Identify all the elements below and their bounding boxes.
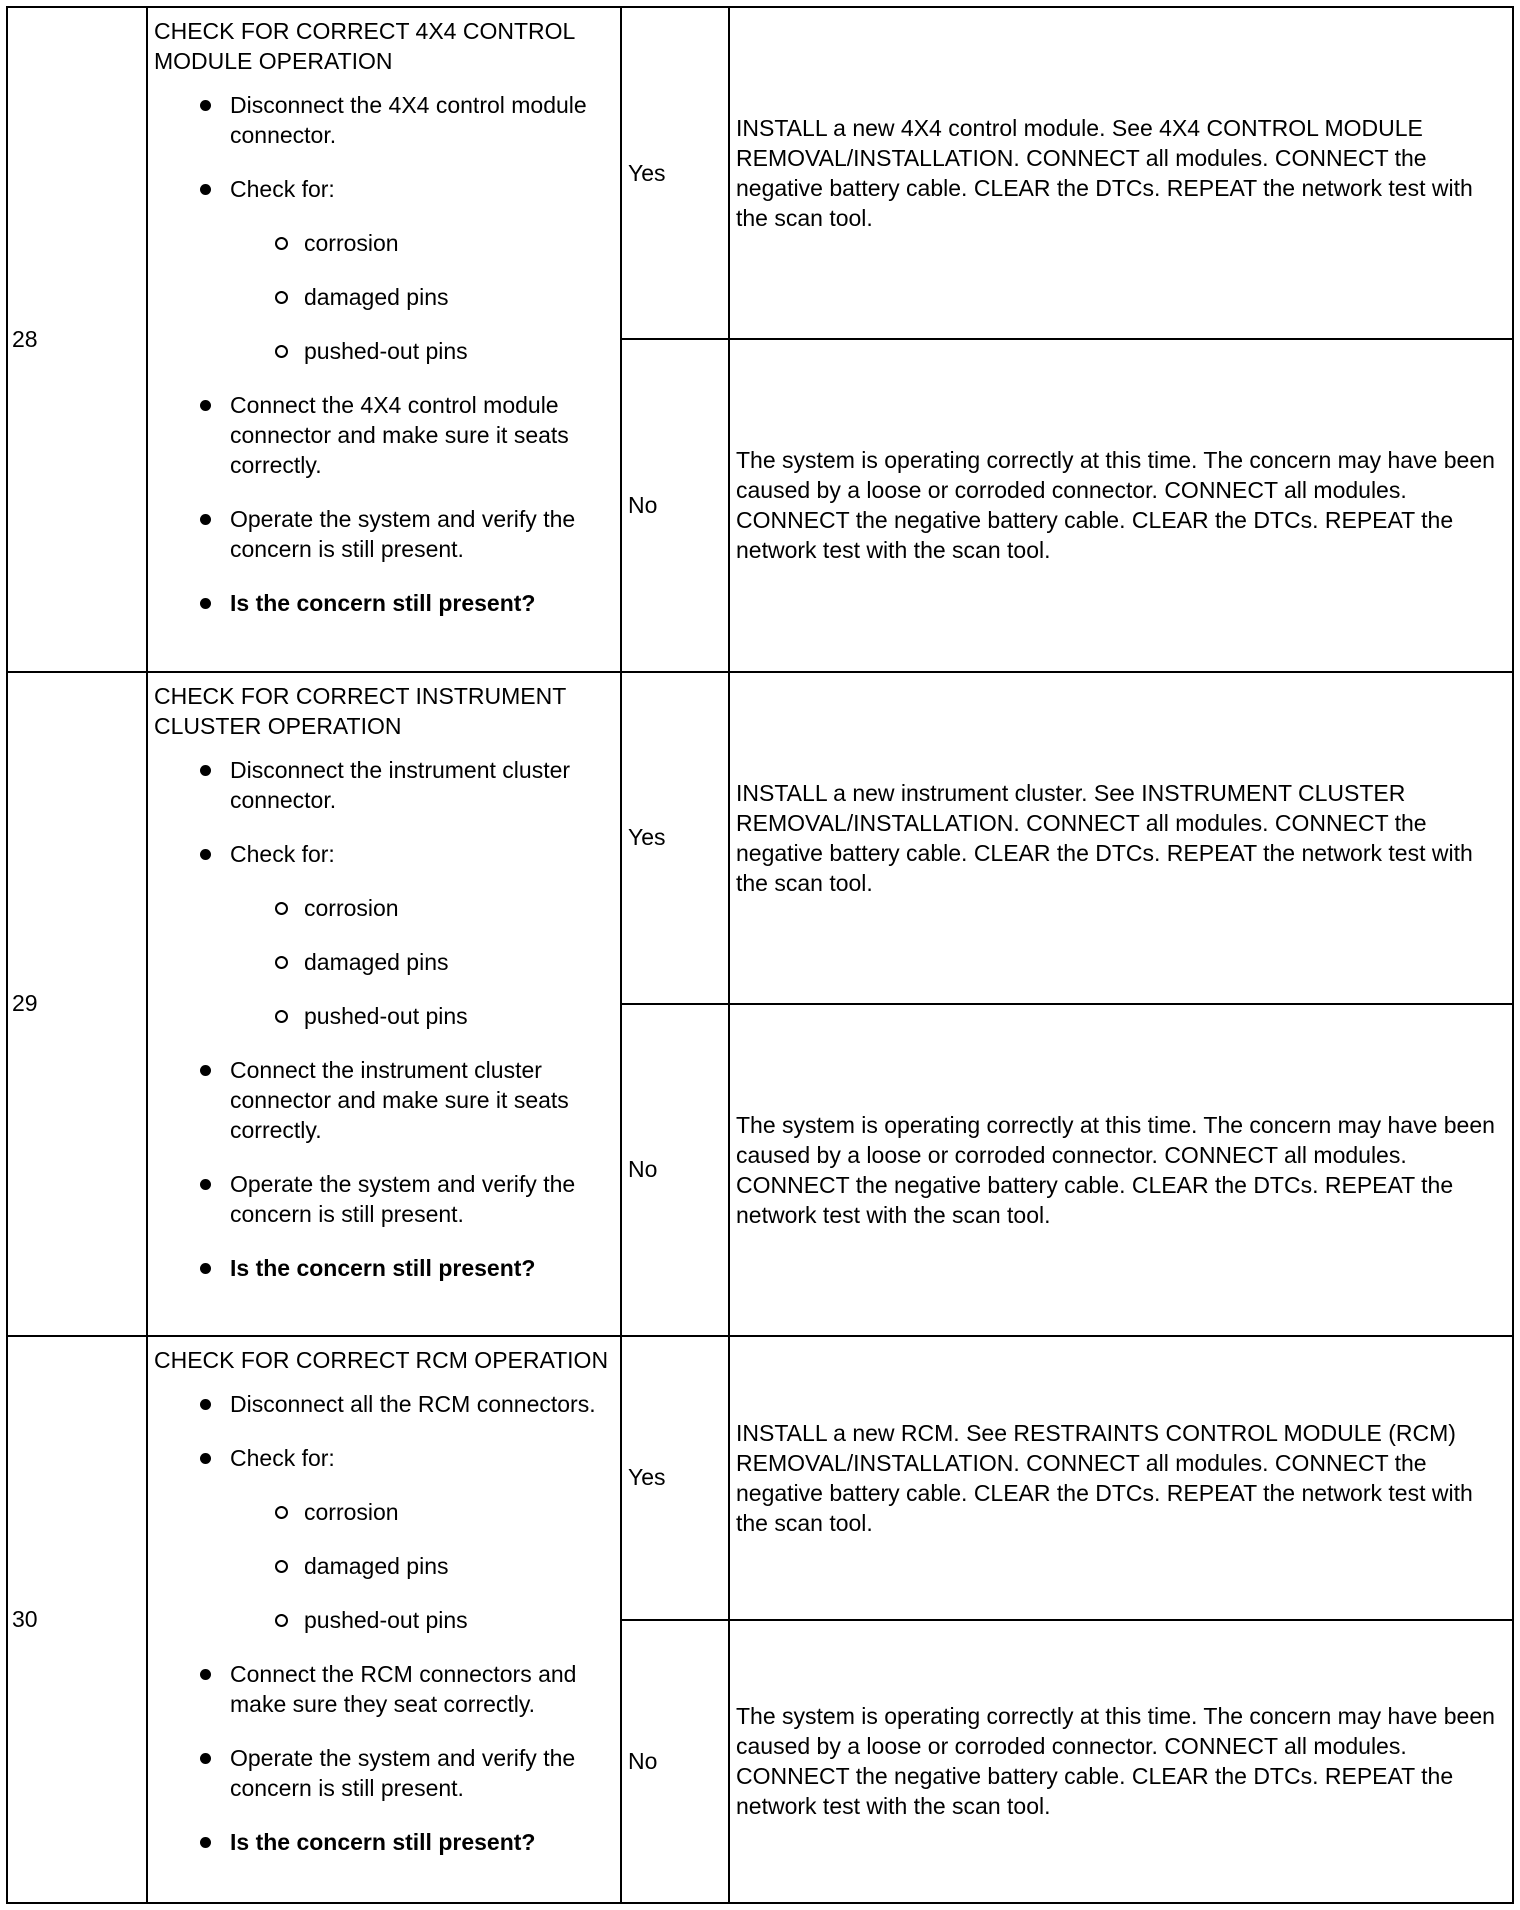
check-item: pushed-out pins (154, 1001, 616, 1031)
yes-result: INSTALL a new instrument cluster. See INSTRUMENT CLUSTER REMOVAL/INSTALLATION. CONNECT all modules. CONNECT the negative battery cable. CLEAR the DTCs. REPEAT the network test with the scan tool. (729, 672, 1513, 1004)
check-item: corrosion (154, 893, 616, 923)
step-instructions (154, 1389, 616, 1857)
no-label: No (621, 1004, 729, 1336)
check-item: damaged pins (154, 1551, 616, 1581)
test-step-action (147, 1336, 621, 1903)
instruction-item: Operate the system and verify the concern is still present. (154, 504, 616, 564)
step-number: 30 (7, 1336, 147, 1903)
no-label: No (621, 1620, 729, 1903)
instruction-item: Connect the instrument cluster connector and make sure it seats correctly. (154, 1055, 616, 1145)
check-item: damaged pins (154, 947, 616, 977)
check-item: pushed-out pins (154, 336, 616, 366)
instruction-item: Check for: (154, 839, 616, 869)
step-row-yes (7, 1336, 1513, 1619)
instruction-item: Connect the RCM connectors and make sure they seat correctly. (154, 1659, 616, 1719)
instruction-item: Disconnect all the RCM connectors. (154, 1389, 616, 1419)
yes-label: Yes (621, 1336, 729, 1619)
step-row-yes (7, 7, 1513, 339)
step-title: CHECK FOR CORRECT RCM OPERATION (154, 1347, 609, 1374)
yes-label: Yes (621, 672, 729, 1004)
instruction-item: Disconnect the instrument cluster connector. (154, 755, 616, 815)
check-item: corrosion (154, 228, 616, 258)
step-instructions (154, 90, 616, 618)
step-instructions (154, 755, 616, 1283)
instruction-item: Check for: (154, 1443, 616, 1473)
check-item: corrosion (154, 1497, 616, 1527)
check-item: pushed-out pins (154, 1605, 616, 1635)
step-question: Is the concern still present? (154, 1253, 616, 1283)
step-row-yes (7, 672, 1513, 1004)
step-number: 28 (7, 7, 147, 672)
no-result: The system is operating correctly at this time. The concern may have been caused by a loose or corroded connector. CONNECT all modules. CONNECT the negative battery cable. CLEAR the DTCs. REPEAT the network test with the scan tool. (729, 1620, 1513, 1903)
step-number: 29 (7, 672, 147, 1337)
test-step-action (147, 7, 621, 672)
yes-label: Yes (621, 7, 729, 339)
no-label: No (621, 339, 729, 671)
instruction-item: Operate the system and verify the concern is still present. (154, 1169, 616, 1229)
pinpoint-test-table (6, 6, 1514, 1904)
yes-result: INSTALL a new RCM. See RESTRAINTS CONTROL MODULE (RCM) REMOVAL/INSTALLATION. CONNECT all modules. CONNECT the negative battery cable. CLEAR the DTCs. REPEAT the network test with the scan tool. (729, 1336, 1513, 1619)
test-step-action (147, 672, 621, 1337)
instruction-item: Disconnect the 4X4 control module connector. (154, 90, 616, 150)
step-question: Is the concern still present? (154, 1827, 616, 1857)
diagnostic-steps-document (6, 6, 1514, 1904)
instruction-item: Check for: (154, 174, 616, 204)
step-question: Is the concern still present? (154, 588, 616, 618)
step-title: CHECK FOR CORRECT 4X4 CONTROL MODULE OPERATION (154, 18, 575, 74)
no-result: The system is operating correctly at this time. The concern may have been caused by a loose or corroded connector. CONNECT all modules. CONNECT the negative battery cable. CLEAR the DTCs. REPEAT the network test with the scan tool. (729, 1004, 1513, 1336)
check-item: damaged pins (154, 282, 616, 312)
instruction-item: Connect the 4X4 control module connector and make sure it seats correctly. (154, 390, 616, 480)
step-title: CHECK FOR CORRECT INSTRUMENT CLUSTER OPERATION (154, 682, 566, 739)
yes-result: INSTALL a new 4X4 control module. See 4X4 CONTROL MODULE REMOVAL/INSTALLATION. CONNECT all modules. CONNECT the negative battery cable. CLEAR the DTCs. REPEAT the network test with the scan tool. (729, 7, 1513, 339)
no-result: The system is operating correctly at this time. The concern may have been caused by a loose or corroded connector. CONNECT all modules. CONNECT the negative battery cable. CLEAR the DTCs. REPEAT the network test with the scan tool. (729, 339, 1513, 671)
instruction-item: Operate the system and verify the concern is still present. (154, 1743, 616, 1803)
